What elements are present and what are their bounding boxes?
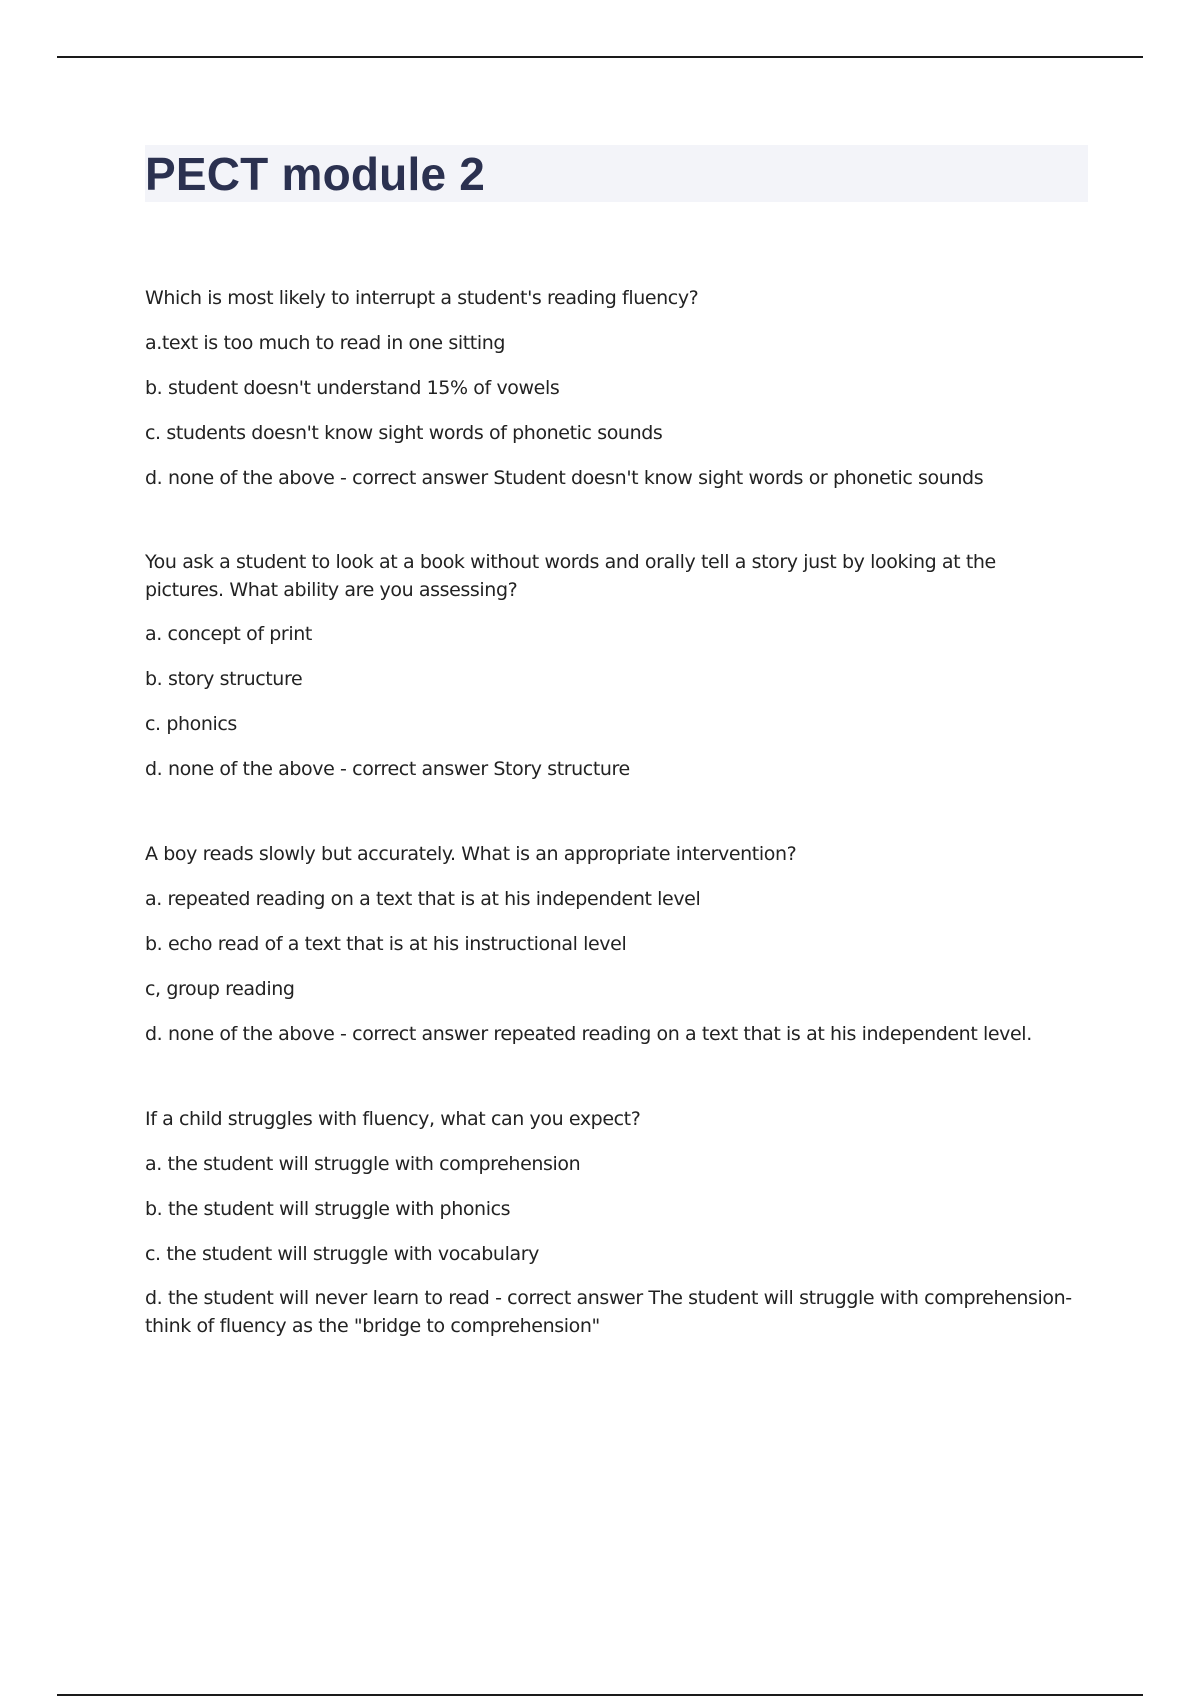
answer-option: c. the student will struggle with vocabulary (145, 1243, 539, 1265)
answer-option: a. repeated reading on a text that is at his independent level (145, 888, 701, 910)
answer-option-with-key: d. none of the above - correct answer Story structure (145, 758, 630, 780)
page-title: PECT module 2 (145, 147, 485, 200)
answer-option: b. the student will struggle with phonics (145, 1198, 511, 1220)
answer-option: a.text is too much to read in one sitting (145, 332, 506, 354)
bottom-rule (57, 1694, 1143, 1696)
answer-option: c. phonics (145, 713, 237, 735)
answer-option-with-key: d. none of the above - correct answer Student doesn't know sight words or phonetic sounds (145, 467, 984, 489)
question-prompt: A boy reads slowly but accurately. What is an appropriate intervention? (145, 843, 797, 865)
document-body (145, 145, 1090, 1395)
question-prompt: You ask a student to look at a book without words and orally tell a story just by looking at the pictures. What ability are you assessing? (145, 551, 996, 601)
answer-option: b. story structure (145, 668, 303, 690)
answer-option: b. student doesn't understand 15% of vowels (145, 377, 560, 399)
top-rule (57, 56, 1143, 58)
question-prompt: If a child struggles with fluency, what can you expect? (145, 1108, 641, 1130)
question-4 (145, 1104, 1090, 1340)
title-banner (145, 145, 1088, 202)
question-list (145, 283, 1090, 1340)
question-3 (145, 839, 1090, 1049)
answer-option-with-key: d. none of the above - correct answer repeated reading on a text that is at his independent level. (145, 1023, 1032, 1045)
answer-option: b. echo read of a text that is at his instructional level (145, 933, 627, 955)
answer-option: a. concept of print (145, 623, 312, 645)
answer-option: a. the student will struggle with comprehension (145, 1153, 581, 1175)
question-2 (145, 548, 1090, 784)
answer-option: c, group reading (145, 978, 295, 1000)
answer-option: c. students doesn't know sight words of phonetic sounds (145, 422, 663, 444)
answer-option-with-key: d. the student will never learn to read - correct answer The student will struggle with comprehension-think of fluency as the "bridge to comprehension" (145, 1287, 1072, 1337)
question-prompt: Which is most likely to interrupt a student's reading fluency? (145, 287, 699, 309)
question-1 (145, 283, 1090, 493)
